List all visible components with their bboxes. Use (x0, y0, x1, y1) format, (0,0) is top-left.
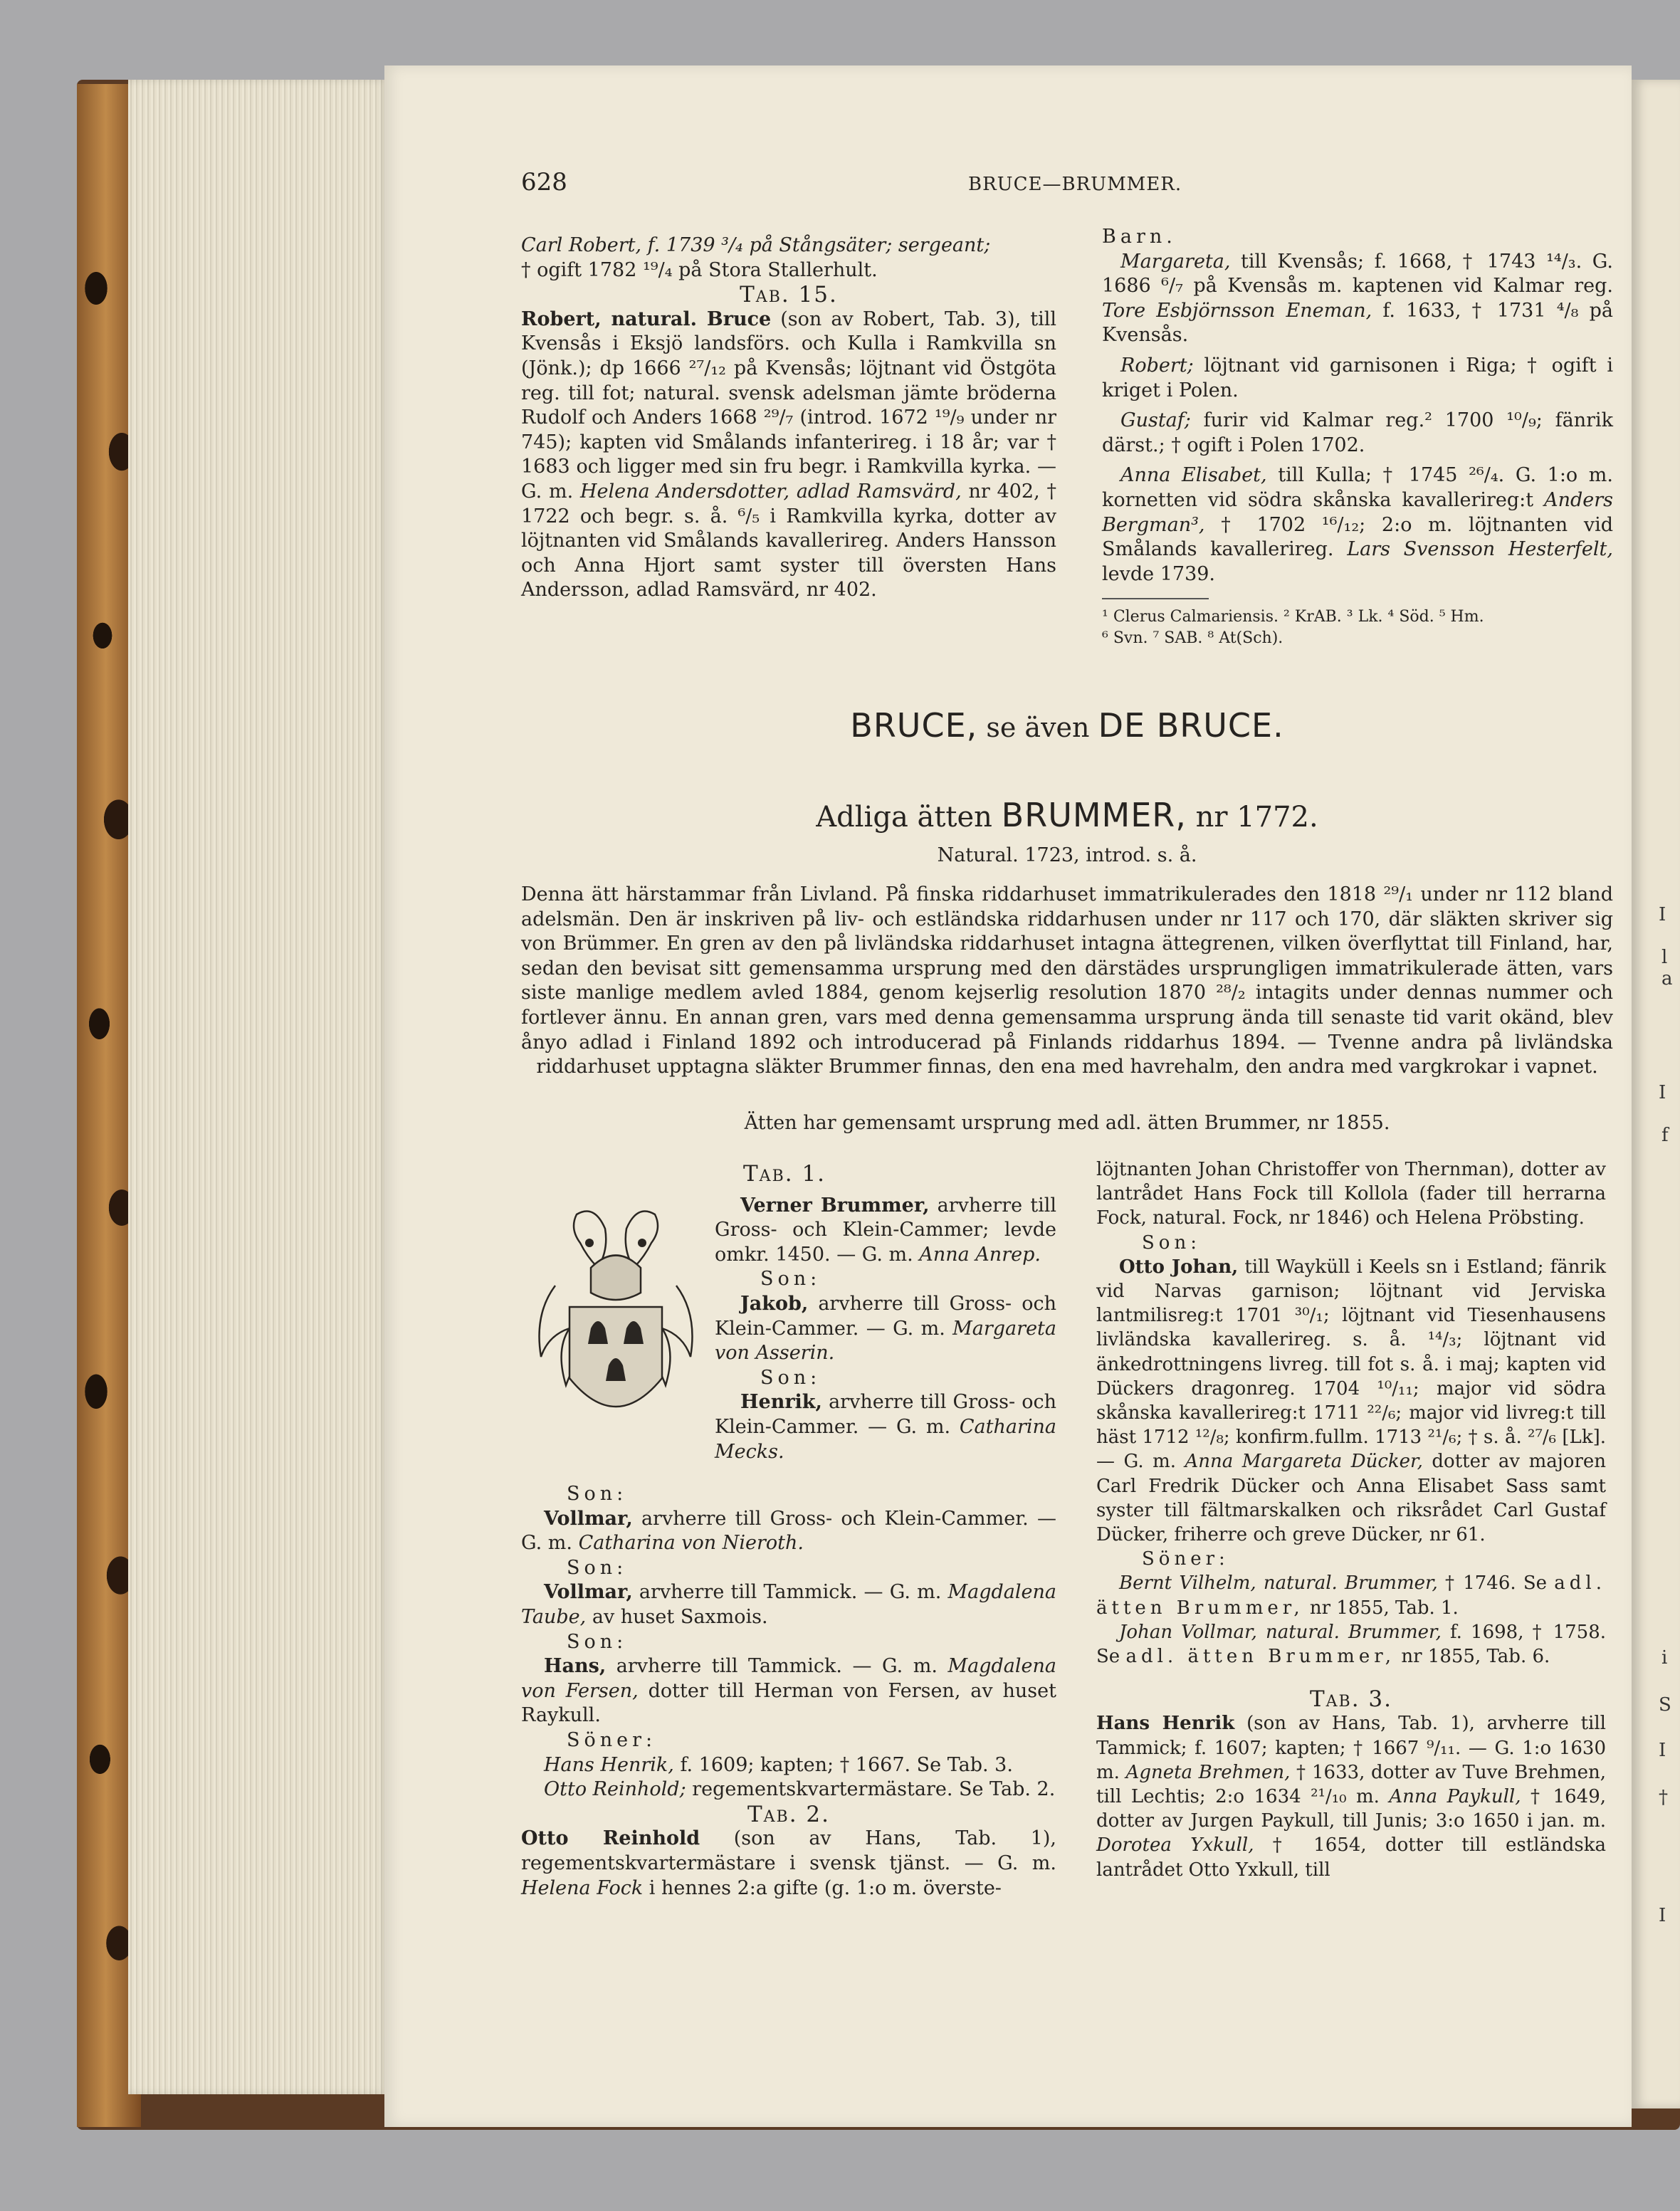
hans-henrik-text-4: † 1654, dotter till estländska lantrådet Otto Yxkull, till (1096, 1834, 1606, 1881)
child-gustaf (1102, 409, 1613, 458)
next-page-fragment-8: I (1659, 1740, 1666, 1761)
hans-text-end: dotter till Herman von Fersen, av huset Raykull. (521, 1679, 1056, 1727)
son-heading-4: Son: (567, 1556, 628, 1579)
verner-wife: Anna Anrep. (919, 1243, 1041, 1266)
left-bottom-upper (715, 1155, 1056, 1464)
henrik-wife: Catharina Mecks. (715, 1415, 1056, 1463)
johan-vollmar-name: Johan Vollmar, natural. Brummer, (1119, 1621, 1442, 1643)
next-page-fragment-6: i (1661, 1647, 1668, 1669)
anna-elisabet-spouse-1: Anders Bergman³, (1102, 488, 1613, 536)
anna-elisabet-name: Anna Elisabet, (1120, 464, 1267, 487)
brummer-heading-nr: nr 1772. (1195, 801, 1318, 834)
otto-johan-wife: Anna Margareta Dücker, (1185, 1451, 1423, 1473)
left-bottom-lower (521, 1482, 1056, 1901)
page-number: 628 (521, 168, 567, 196)
hans-henrik-tab3-text: (son av Hans, Tab. 1), arvherre till Tammick; f. 1607; kapten; † 1667 ⁹/₁₁. — G. 1:o 1630 m. (1096, 1713, 1606, 1783)
son-heading-3: Son: (567, 1483, 628, 1505)
hans-henrik-name: Hans Henrik, (544, 1753, 674, 1776)
next-page-fragment-4: I (1659, 1082, 1666, 1103)
son-heading-1: Son: (760, 1268, 821, 1291)
entry-vollmar-2 (521, 1580, 1056, 1629)
tab-15-heading: Tab. 15. (740, 282, 838, 308)
margareta-text: till Kvensås; f. 1668, † 1743 ¹⁴/₃. G. 1686 ⁶/₇ på Kvensås m. kaptenen vid Kalmar reg. (1102, 250, 1613, 298)
entry-johan-vollmar (1096, 1620, 1606, 1669)
vollmar-1-wife: Catharina von Nieroth. (578, 1532, 804, 1555)
vollmar-2-name: Vollmar, (544, 1581, 633, 1604)
otto-reinhold-name: Otto Reinhold; (544, 1778, 686, 1801)
jakob-wife: Margareta von Asserin. (715, 1317, 1056, 1365)
hans-henrik-tab3-name: Hans Henrik (1096, 1713, 1235, 1735)
johan-vollmar-text-end: nr 1855, Tab. 6. (1401, 1646, 1550, 1668)
brummer-heading-name: BRUMMER, (1001, 796, 1187, 834)
entry-carl-robert: Carl Robert, f. 1739 ³/₄ på Stångsäter; sergeant; (521, 234, 991, 256)
soner-heading: Söner: (567, 1728, 657, 1751)
next-page-fragment-9: † (1659, 1787, 1668, 1808)
jakob-name: Jakob, (740, 1292, 809, 1315)
hans-henrik-text-3: † 1649, dotter av Jurgen Paykull, till Junis; 3:o 1650 i jan. m. (1096, 1786, 1607, 1832)
bruce-heading (521, 706, 1613, 745)
entry-hans (521, 1654, 1056, 1728)
son-heading-5: Son: (567, 1630, 628, 1653)
otto-johan-text: till Wayküll i Keels sn i Estland; fänrik vid Narvas garnison; löjtnant vid Jerviska lantmilisreg:t 1701 ³⁰/₁; löjtnant vid Tiesenhausens livländska kavallerireg. s. å. ¹⁴/₃; löjtnant vid änkedrottningens livreg. till fot s. å. i maj; kapten vid Dückers dragonreg. 1704 ¹⁰/₁₁; major vid södra skånska kavallerireg:t 1711 ²²/₆; major vid livreg:t till häst 1712 ¹²/₈; konfirm.fullm. 1713 ²¹/₆; † s. å. ²⁷/₆ [Lk]. — G. m. (1096, 1256, 1606, 1473)
son-heading-6: Son: (1142, 1231, 1201, 1254)
hans-henrik-ref-text: f. 1609; kapten; † 1667. Se Tab. 3. (680, 1753, 1013, 1776)
footnotes-2: ⁶ Svn. ⁷ SAB. ⁸ At(Sch). (1102, 629, 1283, 648)
robert-child-name: Robert; (1120, 354, 1194, 377)
next-page-fragment-10: I (1659, 1905, 1666, 1926)
tab-3-heading: Tab. 3. (1309, 1686, 1393, 1713)
anna-elisabet-text-2: † 1702 ¹⁶/₁₂; 2:o m. löjtnanten vid Smålands kavallerireg. (1102, 513, 1613, 561)
margareta-name: Margareta, (1120, 250, 1231, 273)
jakob-text: arvherre till Gross- och Klein-Cammer. — G. m. (715, 1292, 1056, 1340)
hans-henrik-wife-3: Dorotea Yxkull, (1096, 1834, 1254, 1856)
brummer-common-origin: Ätten har gemensamt ursprung med adl. ätten Brummer, nr 1855. (744, 1112, 1390, 1134)
entry-vollmar-1 (521, 1507, 1056, 1556)
entry-otto-reinhold-ref (521, 1777, 1056, 1802)
vollmar-1-name: Vollmar, (544, 1507, 633, 1530)
son-heading-2: Son: (760, 1366, 821, 1389)
bernt-vilhelm-ref: adl. ätten Brummer, (1096, 1572, 1606, 1619)
running-head: BRUCE—BRUMMER. (968, 174, 1182, 195)
soner-heading-2: Söner: (1142, 1548, 1229, 1570)
otto-wife: Helena Fock (521, 1876, 644, 1899)
page-edges (128, 80, 388, 2094)
brummer-subheading: Natural. 1723, introd. s. å. (937, 844, 1197, 866)
hans-text: arvherre till Tammick. — G. m. (616, 1655, 938, 1678)
otto-reinhold-ref-text: regementskvartermästare. Se Tab. 2. (692, 1778, 1056, 1801)
robert-text: (son av Robert, Tab. 3), till Kvensås i Eksjö landsförs. och Kulla i Ramkvilla sn (Jönk.); dp 1666 ²⁷/₁₂ på Kvensås; löjtnant vid Östgöta reg. till fot; natural. svensk adelsman jämte bröderna Rudolf och Anders 1668 ²⁹/₇ (introd. 1672 ¹⁹/₉ under nr 745); kapten vid Smålands infanterireg. i 18 år; var † 1683 och ligger med sin fru begr. i Ramkvilla kyrka. — G. m. (521, 308, 1056, 503)
child-anna-elisabet (1102, 463, 1613, 587)
footnote-rule (1102, 598, 1209, 599)
anna-elisabet-spouse-2: Lars Svensson Hesterfelt, (1347, 538, 1613, 561)
entry-jakob (715, 1292, 1056, 1366)
robert-text-end: nr 402, † 1722 och begr. s. å. ⁶/₅ i Ramkvilla kyrka, dotter av löjtnanten vid Smålands kavallerireg. Anders Hansson och Anna Hjort samt syster till översten Hans Andersson, adlad Ramsvärd, nr 402. (521, 480, 1056, 602)
hans-henrik-wife-2: Anna Paykull, (1389, 1786, 1521, 1808)
otto-name: Otto Reinhold (521, 1827, 700, 1850)
margareta-text-end: f. 1633, † 1731 ⁴/₈ på Kvensås. (1102, 299, 1613, 347)
next-page-fragment-3: a (1661, 968, 1673, 989)
tab-2-heading: Tab. 2. (747, 1801, 831, 1827)
bernt-vilhelm-text-end: nr 1855, Tab. 1. (1309, 1597, 1459, 1619)
bernt-vilhelm-text: † 1746. Se (1445, 1572, 1548, 1595)
hans-name: Hans, (544, 1655, 607, 1678)
robert-wife: Helena Andersdotter, adlad Ramsvärd, (579, 480, 962, 503)
next-page-fragment-1: I (1659, 904, 1666, 925)
vollmar-2-text: arvherre till Tammick. — G. m. (639, 1581, 942, 1604)
robert-name: Robert, natural. Bruce (521, 308, 772, 330)
bernt-vilhelm-name: Bernt Vilhelm, natural. Brummer, (1119, 1572, 1438, 1595)
verner-text: arvherre till Gross- och Klein-Cammer; levde omkr. 1450. — G. m. (715, 1194, 1056, 1266)
henrik-name: Henrik, (740, 1391, 822, 1414)
johan-vollmar-text: f. 1698, † 1758. Se (1096, 1621, 1606, 1668)
child-margareta (1102, 250, 1613, 348)
entry-otto-reinhold (521, 1827, 1056, 1901)
entry-otto-johan (1096, 1255, 1606, 1547)
entry-henrik (715, 1390, 1056, 1464)
bruce-heading-ref: DE BRUCE. (1098, 706, 1284, 745)
vollmar-2-wife: Magdalena Taube, (521, 1581, 1056, 1628)
coat-of-arms-icon (527, 1200, 705, 1442)
next-page-edge (1632, 80, 1680, 2108)
hans-henrik-text-2: † 1633, dotter av Tuve Brehmen, till Lechtis; 2:o 1634 ²¹/₁₀ m. (1096, 1761, 1606, 1808)
next-page-fragment-7: S (1659, 1694, 1671, 1716)
barn-heading: Barn. (1102, 226, 1177, 248)
left-top-column (521, 233, 1056, 603)
otto-text-end: i hennes 2:a gifte (g. 1:o m. överste- (649, 1876, 1002, 1899)
margareta-spouse: Tore Esbjörnsson Eneman, (1102, 299, 1372, 322)
gustaf-name: Gustaf; (1120, 409, 1191, 432)
tab-1-heading: Tab. 1. (743, 1161, 826, 1187)
entry-hans-henrik (1096, 1711, 1606, 1881)
tab2-continuation: löjtnanten Johan Christoffer von Thernman), dotter av lantrådet Hans Fock till Kollola (fader till herrarna Fock, natural. Fock, nr 1846) och Helena Pröbsting. (1096, 1159, 1606, 1229)
anna-elisabet-text-end: levde 1739. (1102, 562, 1216, 585)
entry-robert (521, 308, 1056, 603)
robert-child-text: löjtnant vid garnisonen i Riga; † ogift i kriget i Polen. (1102, 354, 1613, 401)
johan-vollmar-ref: adl. ätten Brummer, (1125, 1646, 1396, 1668)
entry-verner (715, 1194, 1056, 1268)
verner-name: Verner Brummer, (740, 1194, 930, 1217)
vollmar-2-text-end: av huset Saxmois. (592, 1605, 768, 1628)
entry-carl-robert-2: † ogift 1782 ¹⁹/₄ på Stora Stallerhult. (521, 258, 878, 281)
gustaf-text: furir vid Kalmar reg.² 1700 ¹⁰/₉; fänrik därst.; † ogift i Polen 1702. (1102, 409, 1613, 456)
hans-wife: Magdalena von Fersen, (521, 1655, 1056, 1702)
entry-hans-henrik-ref (521, 1753, 1056, 1778)
bruce-heading-name: BRUCE, (850, 706, 978, 745)
brummer-heading-pre: Adliga ätten (816, 801, 992, 834)
right-top-column (1102, 225, 1613, 649)
brummer-heading (521, 796, 1613, 834)
next-page-fragment-5: f (1661, 1125, 1669, 1146)
child-robert (1102, 354, 1613, 403)
next-page-fragment-2: l (1661, 947, 1668, 968)
anna-elisabet-text: till Kulla; † 1745 ²⁶/₄. G. 1:o m. kornetten vid södra skånska kavallerireg:t (1102, 464, 1613, 511)
entry-bernt-vilhelm (1096, 1571, 1606, 1619)
bruce-heading-see: se även (986, 712, 1090, 743)
vollmar-1-text: arvherre till Gross- och Klein-Cammer. — G. m. (521, 1507, 1056, 1555)
otto-text: (son av Hans, Tab. 1), regementskvartermästare i svensk tjänst. — G. m. (521, 1827, 1057, 1874)
brummer-intro: Denna ätt härstammar från Livland. På finska riddarhuset immatrikulerades den 1818 ²⁹/₁ under nr 112 bland adelsmän. Den är inskriven på liv- och estländska riddarhusen under nr 117 och 170, där släkten skriver sig von Brümmer. En gren av den på livländska riddarhuset intagna ättegrenen, vilken överflyttat till Finland, har, sedan den bevisat sitt gemensamma ursprung med den därstädes ursprungligen immatrikulerade ätten, vars siste manlige medlem avled 1884, genom kejserlig resolution 1870 ²⁸/₂ intagits under dennas nummer och fortlever ännu. En annan gren, vars med denna gemensamma ursprung ända till senaste tid varit okänd, blev ånyo adlad i Finland 1892 och introducerad på Finlands riddarhus 1894. — Tvenne andra på livländska riddarhuset upptagna släkter Brummer finnas, den ena med havrehalm, den andra med vargkrokar i vapnet. (521, 883, 1613, 1078)
hans-henrik-wife-1: Agneta Brehmen, (1125, 1761, 1291, 1783)
otto-johan-name: Otto Johan, (1119, 1256, 1239, 1278)
footnotes-1: ¹ Clerus Calmariensis. ² KrAB. ³ Lk. ⁴ Söd. ⁵ Hm. (1102, 608, 1484, 626)
henrik-text: arvherre till Gross- och Klein-Cammer. — G. m. (715, 1391, 1056, 1438)
otto-johan-text-end: dotter av majoren Carl Fredrik Dücker och Anna Elisabet Sass samt syster till fältmarskalken och riksrådet Carl Gustaf Dücker, friherre och greve Dücker, nr 61. (1096, 1451, 1607, 1546)
right-bottom-column (1096, 1157, 1606, 1882)
